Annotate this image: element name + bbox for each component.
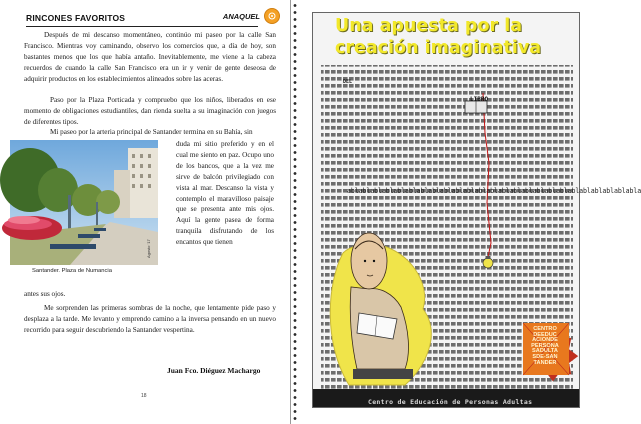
badge-line: CENTRO — [533, 326, 557, 332]
paragraph-1: Después de mi descanso momentáneo, continúo mi paseo por la calle San Francisco. Mientras voy caminando, observo los comercios que, a día de hoy, son bastantes menos que los que había antaño. Inevitablemente, me viene a la cabeza recuerdos de cuando la calle San Francisco era un ir y venir de gente deseosa de adquirir productos en los establecimientos alineados sobre las aceras. — [24, 31, 276, 83]
cover-title: Una apuesta por la creación imaginativa — [335, 16, 542, 58]
paragraph-2: Paso por la Plaza Porticada y compruebo que los niños, liberados en ese momento de obligaciones estudiantiles, dan rienda suelta a su imaginación con juegos de diferentes tipos. — [24, 96, 276, 126]
plaza-photo — [10, 140, 158, 265]
paragraph-3: Mi paseo por la arteria principal de Santander termina en su Bahía, sin — [50, 128, 253, 136]
author-signature: Juan Fco. Diéguez Machargo — [167, 366, 261, 375]
badge-line: ACIONDE — [532, 337, 558, 344]
badge-line: SADULTA — [532, 348, 558, 355]
paragraph-6: Me sorprenden las primeras sombras de la noche, que lentamente pide paso y desplaza a la tarde. Me levanto y emprendo camino a la inversa pensando en un nuevo recorrido para seguir descubriendo la Santander vespertina. — [24, 304, 276, 334]
badge-line: DEEDUC — [533, 331, 557, 338]
badge-line: SDE-SAN — [532, 353, 558, 360]
libro-label: LIBRO — [470, 96, 489, 103]
left-page — [0, 0, 291, 424]
photo-credit: Agosto '17 — [146, 239, 151, 258]
brand-label: ANAQUEL — [222, 12, 260, 21]
school-badge — [525, 327, 565, 366]
paragraph-5: antes sus ojos. — [24, 290, 66, 298]
section-title: RINCONES FAVORITOS — [26, 13, 126, 23]
badge-line: PERSONA — [531, 342, 559, 349]
paragraph-4: duda mi sitio preferido y en el cual me siento en paz. Ocupo uno de los bancos, que a la vez me sirve de balcón privilegiado con vista al mar. Descanso la vista y contemplo el maravilloso paisaje que se presenta ante mis ojos. Aquí la gente pasea de forma tranquila disfrutando de los encantos que tienen — [176, 140, 274, 247]
right-page — [300, 0, 641, 424]
section-header — [26, 12, 258, 27]
brand-logo-icon — [264, 8, 280, 24]
bla-text-row: ablablablablablablablablablablablablablablablablablablablablablablablablabla — [347, 187, 641, 195]
cover-footer-text: Centro de Educación de Personas Adultas — [368, 398, 533, 406]
page-number: 18 — [141, 393, 147, 399]
spiral-binding — [291, 0, 299, 424]
cover-illustration — [312, 12, 641, 408]
badge-line: TANDER — [533, 359, 557, 366]
del-label: DEL — [343, 79, 353, 85]
photo-caption: Santander. Plaza de Numancia — [32, 268, 112, 274]
